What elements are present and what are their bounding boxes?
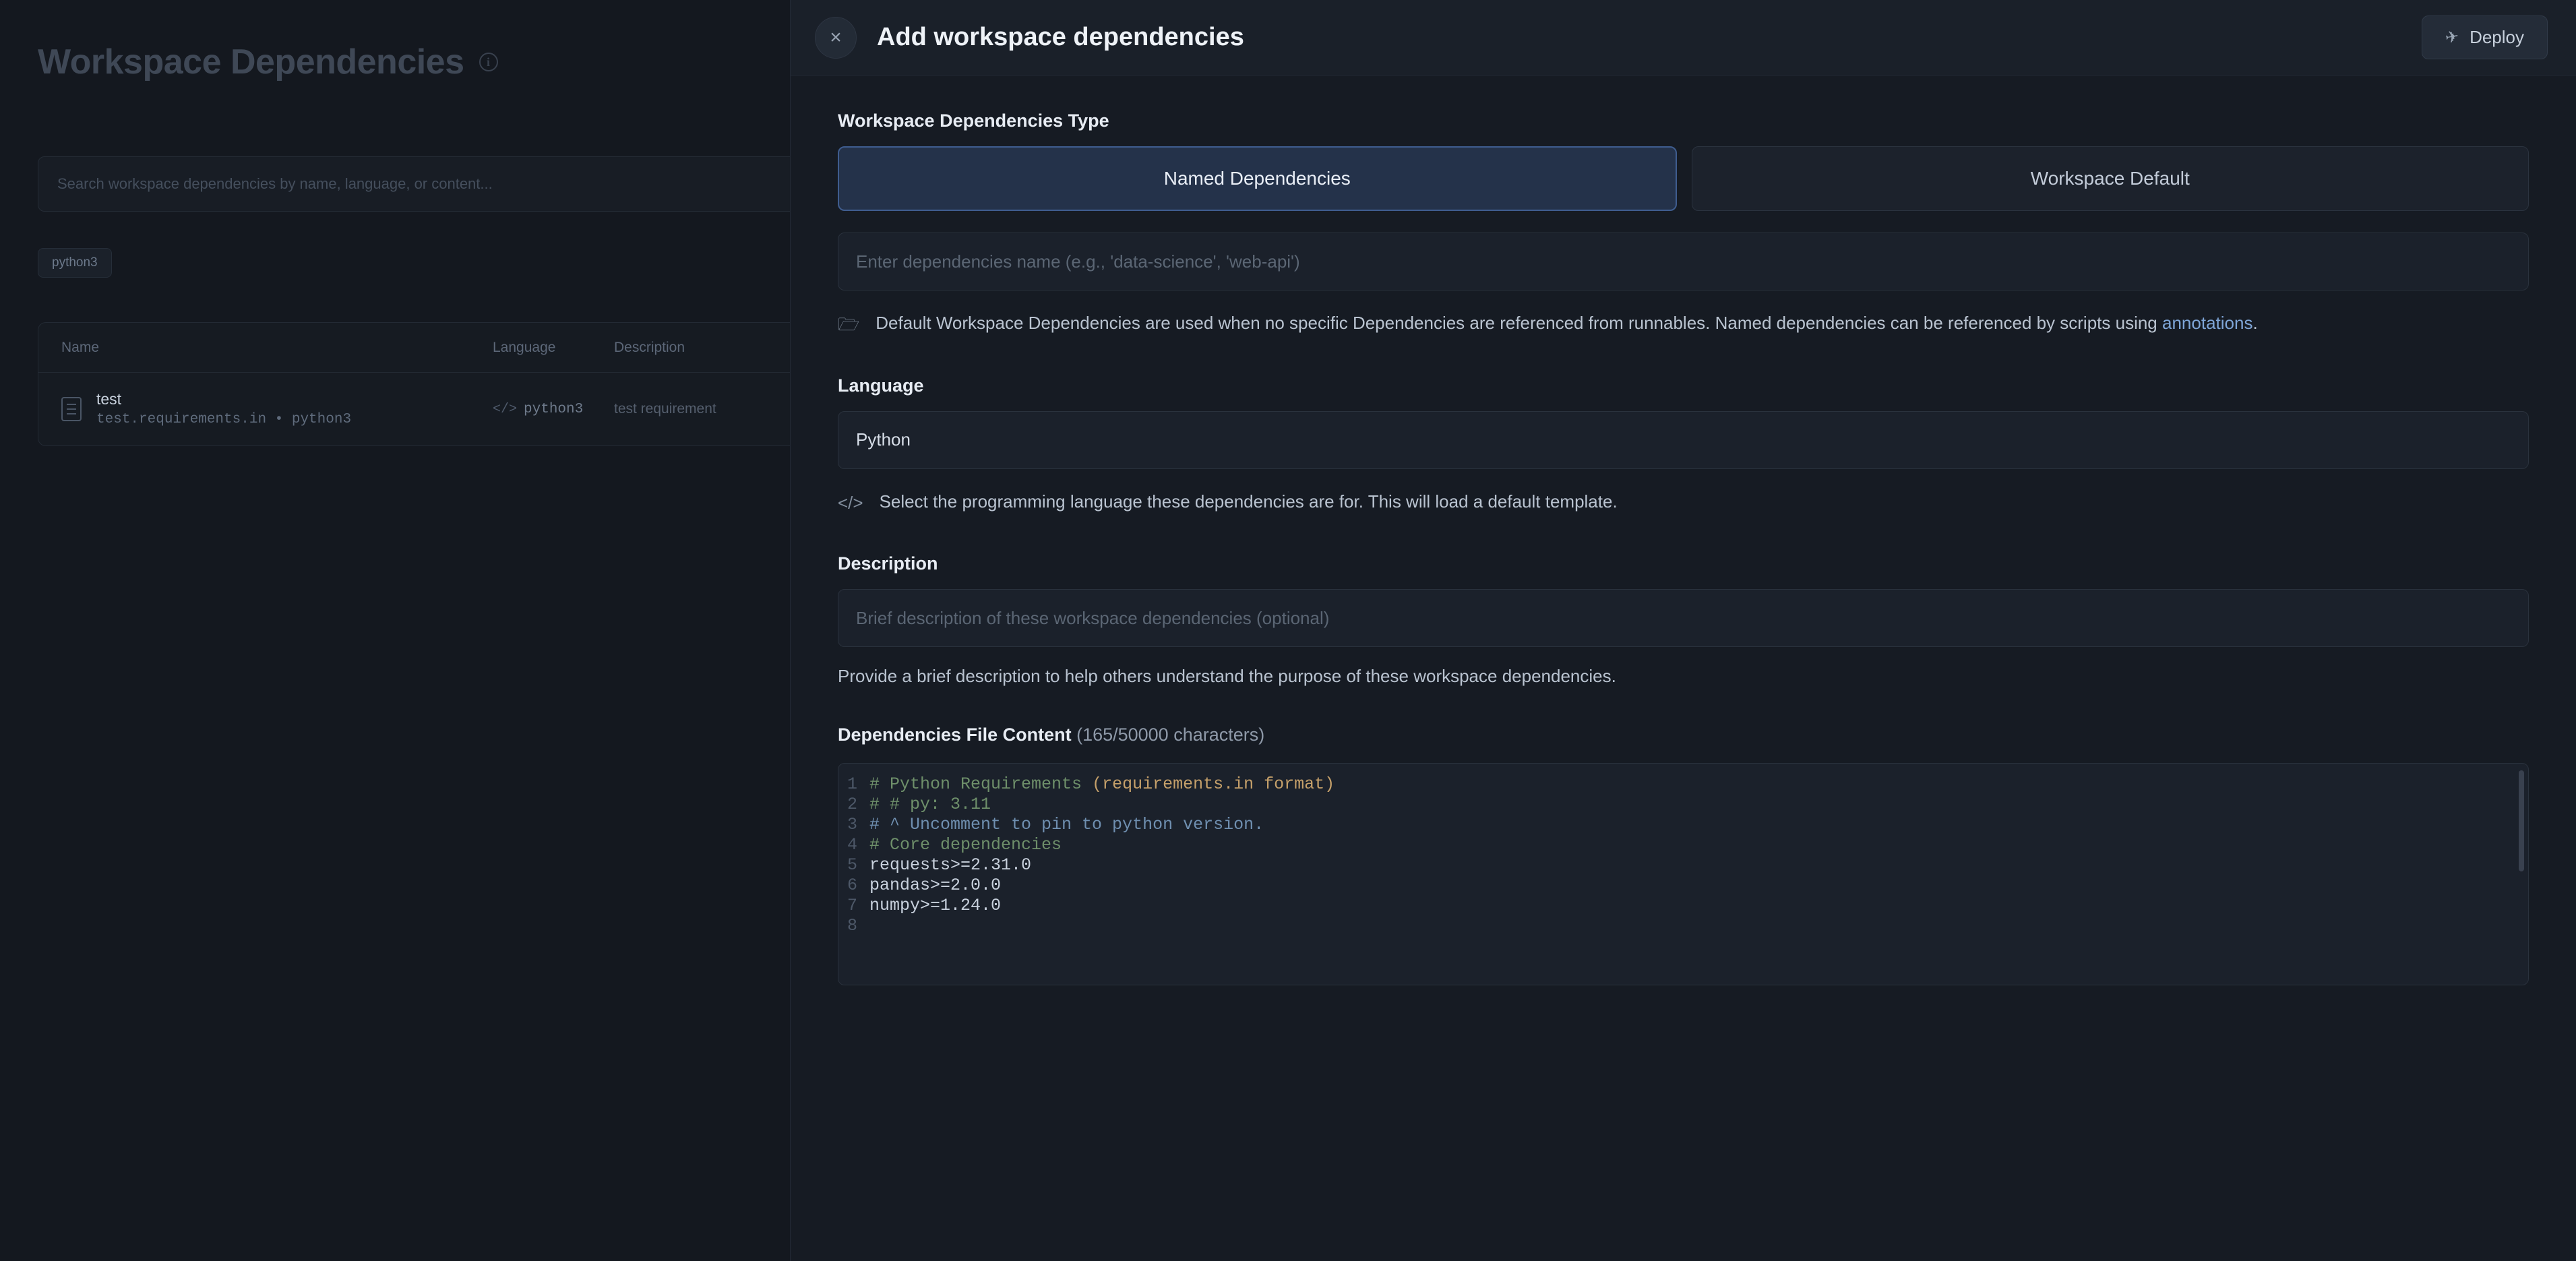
tab-named-dependencies[interactable]: Named Dependencies	[838, 146, 1677, 211]
search-placeholder: Search workspace dependencies by name, language, or content...	[57, 175, 493, 192]
description-label: Description	[838, 553, 938, 574]
line-text: requests>=2.31.0	[869, 855, 1032, 875]
dependencies-name-input[interactable]: Enter dependencies name (e.g., 'data-science', 'web-api')	[838, 233, 2529, 290]
panel-body	[791, 75, 2576, 985]
column-header-description: Description	[614, 339, 685, 355]
help-text-after: .	[2252, 313, 2258, 333]
line-number: 4	[847, 835, 857, 855]
table-header	[38, 323, 886, 373]
editor-line	[838, 875, 2528, 896]
editor-line	[838, 855, 2528, 875]
panel-header	[791, 0, 2576, 75]
language-help-text: Select the programming language these dependencies are for. This will load a default template.	[879, 491, 1618, 512]
line-number: 7	[847, 896, 857, 916]
page-title: Workspace Dependencies	[38, 42, 464, 82]
line-number: 2	[847, 795, 857, 815]
language-select[interactable]: Python	[838, 411, 2529, 469]
description-help: Provide a brief description to help others understand the purpose of these workspace dependencies.	[838, 666, 1616, 687]
code-icon: </>	[838, 492, 863, 513]
filter-chip-python3[interactable]: python3	[38, 248, 112, 278]
panel-title: Add workspace dependencies	[877, 23, 1244, 51]
page-title-row	[0, 0, 790, 82]
line-number: 5	[847, 855, 857, 875]
editor-line	[838, 815, 2528, 835]
dependencies-table	[38, 322, 887, 446]
file-content-title: Dependencies File Content	[838, 725, 1072, 745]
line-text: pandas>=2.0.0	[869, 875, 1002, 896]
editor-line	[838, 916, 2528, 936]
editor-line	[838, 835, 2528, 855]
deploy-button-label: Deploy	[2470, 27, 2524, 47]
search-input[interactable]	[38, 156, 887, 212]
dependencies-type-label: Workspace Dependencies Type	[838, 111, 1109, 131]
help-text-before: Default Workspace Dependencies are used when no specific Dependencies are referenced from runnables. Named dependencies can be referenced by scripts using	[876, 313, 2162, 333]
line-text: # # py: 3.11	[869, 795, 991, 815]
add-dependencies-panel	[790, 0, 2576, 1261]
file-content-counter: (165/50000 characters)	[1076, 725, 1265, 745]
line-number: 3	[847, 815, 857, 835]
folder-icon: 🗁	[838, 314, 860, 334]
row-language: python3	[524, 401, 584, 417]
language-label: Language	[838, 375, 924, 396]
line-text: # Python Requirements (requirements.in format)	[869, 774, 1335, 795]
filter-chip-row	[38, 248, 112, 278]
row-subtitle: test.requirements.in • python3	[96, 411, 352, 427]
help-text	[876, 311, 2257, 338]
rocket-icon: ✈	[2443, 27, 2461, 48]
editor-lines	[838, 774, 2528, 936]
editor-scrollbar[interactable]	[2519, 770, 2524, 871]
cell-language	[493, 402, 614, 417]
row-name: test	[96, 390, 122, 408]
table-row[interactable]	[38, 373, 886, 445]
column-header-language: Language	[493, 339, 556, 355]
line-number: 6	[847, 875, 857, 896]
annotations-link[interactable]: annotations	[2162, 313, 2253, 333]
description-input[interactable]: Brief description of these workspace dependencies (optional)	[838, 589, 2529, 647]
line-text: # Core dependencies	[869, 835, 1062, 855]
tab-workspace-default[interactable]: Workspace Default	[1692, 146, 2529, 211]
deploy-button[interactable]	[2422, 16, 2548, 59]
workspace-dependencies-page	[0, 0, 790, 1261]
dependencies-type-help	[838, 311, 2529, 338]
info-icon[interactable]: i	[479, 53, 498, 71]
line-number: 1	[847, 774, 857, 795]
column-header-name: Name	[61, 339, 100, 355]
cell-name	[61, 389, 493, 429]
language-help	[838, 489, 2529, 516]
close-icon[interactable]: ×	[815, 17, 857, 59]
editor-line	[838, 896, 2528, 916]
code-icon: </>	[493, 401, 518, 417]
line-number: 8	[847, 916, 857, 936]
line-text: # ^ Uncomment to pin to python version.	[869, 815, 1264, 835]
document-icon	[61, 397, 82, 421]
dependencies-type-toggle	[838, 146, 2529, 211]
dependencies-file-editor[interactable]	[838, 763, 2529, 985]
cell-description: test requirement	[614, 401, 716, 417]
line-text: numpy>=1.24.0	[869, 896, 1002, 916]
file-content-label	[838, 725, 2529, 745]
editor-line	[838, 774, 2528, 795]
editor-line	[838, 795, 2528, 815]
